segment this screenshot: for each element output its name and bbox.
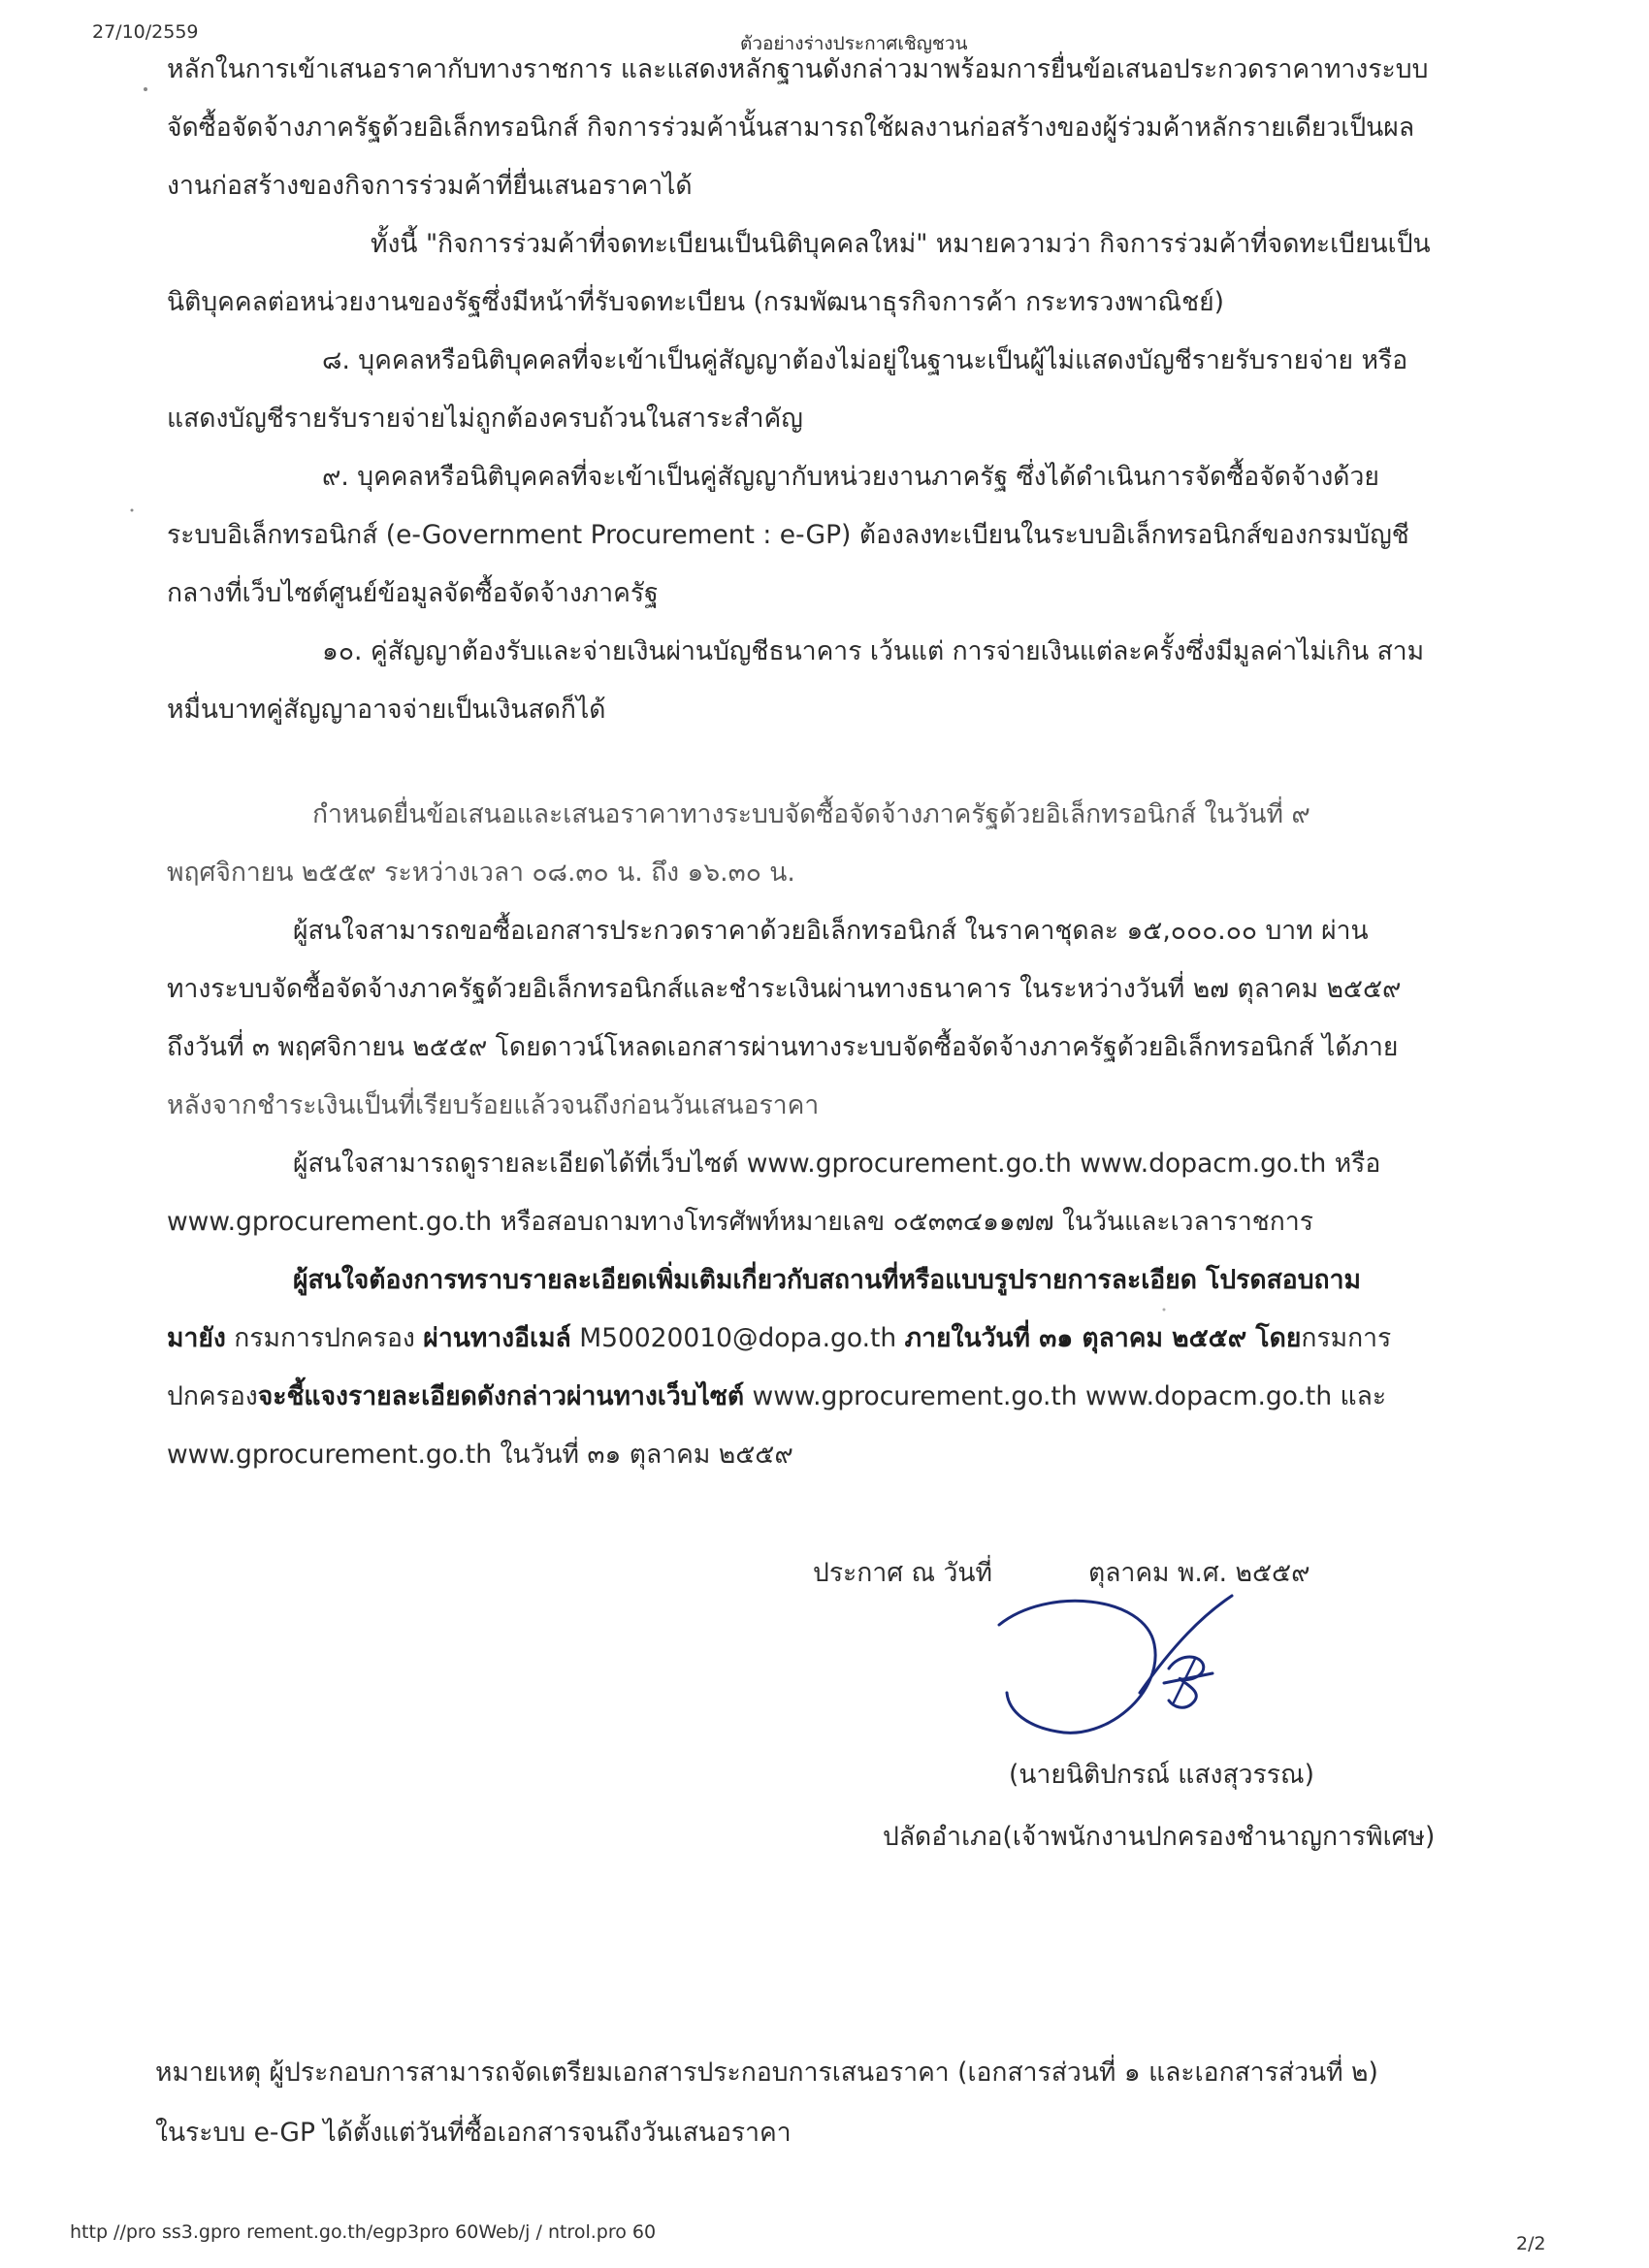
- schedule-line: หลังจากชำระเงินเป็นที่เรียบร้อยแล้วจนถึงก่อนวันเสนอราคา: [167, 1090, 820, 1120]
- body-line: งานก่อสร้างของกิจการร่วมค้าที่ยื่นเสนอราคาได้: [167, 171, 693, 201]
- clause-8: ๘. บุคคลหรือนิติบุคคลที่จะเข้าเป็นคู่สัญญาต้องไม่อยู่ในฐานะเป็นผู้ไม่แสดงบัญชีรายรับรายจ่าย หรือ: [322, 345, 1408, 375]
- page-number: 2/2: [1516, 2233, 1546, 2254]
- phone-info: www.gprocurement.go.th หรือสอบถามทางโทรศัพท์หมายเลข ๐๕๓๓๔๑๑๗๗ ในวันและเวลาราชการ: [167, 1207, 1313, 1237]
- print-url: http //pro ss3.gpro rement.go.th/egp3pro 60Web/j / ntrol.pro 60: [70, 2221, 657, 2243]
- page-title: ตัวอย่างร่างประกาศเชิญชวน: [740, 33, 968, 54]
- signatory-position: ปลัดอำเภอ(เจ้าพนักงานปกครองชำนาญการพิเศษ): [883, 1822, 1436, 1852]
- signatory-name: (นายนิติปกรณ์ แสงสุวรรณ): [1009, 1760, 1314, 1790]
- body-line: นิติบุคคลต่อหน่วยงานของรัฐซึ่งมีหน้าที่รับจดทะเบียน (กรมพัฒนาธุรกิจการค้า กระทรวงพาณิชย์): [167, 287, 1224, 317]
- body-line: หมื่นบาทคู่สัญญาอาจจ่ายเป็นเงินสดก็ได้: [167, 695, 606, 725]
- clarification-line: [167, 1368, 1467, 1426]
- body-line: แสดงบัญชีรายรับรายจ่ายไม่ถูกต้องครบถ้วนในสาระสำคัญ: [167, 404, 803, 434]
- remark: [155, 2043, 1494, 2163]
- print-date: 27/10/2559: [92, 21, 199, 43]
- body-line: ทั้งนี้ "กิจการร่วมค้าที่จดทะเบียนเป็นนิติบุคคลใหม่" หมายความว่า กิจการร่วมค้าที่จดทะเบียนเป็น: [371, 229, 1431, 259]
- schedule-line: ถึงวันที่ ๓ พฤศจิกายน ๒๕๕๙ โดยดาวน์โหลดเอกสารผ่านทางระบบจัดซื้อจัดจ้างภาครัฐด้วยอิเล็กทรอนิกส์ ได้ภาย: [167, 1032, 1399, 1062]
- inquiry-info: ผู้สนใจต้องการทราบรายละเอียดเพิ่มเติมเกี่ยวกับสถานที่หรือแบบรูปรายการละเอียด โปรดสอบถาม: [293, 1265, 1361, 1295]
- department-part: กรมการ: [1301, 1323, 1392, 1353]
- clarification-date: www.gprocurement.go.th ในวันที่ ๓๑ ตุลาคม ๒๕๕๙: [167, 1440, 793, 1470]
- schedule-line: พฤศจิกายน ๒๕๕๙ ระหว่างเวลา ๐๘.๓๐ น. ถึง ๑๖.๓๐ น.: [167, 858, 795, 888]
- body-line: กลางที่เว็บไซต์ศูนย์ข้อมูลจัดซื้อจัดจ้างภาครัฐ: [167, 578, 659, 608]
- remark-line: ในระบบ e-GP ได้ตั้งแต่วันที่ซื้อเอกสารจนถึงวันเสนอราคา: [155, 2118, 792, 2148]
- inquiry-to: มายัง: [167, 1323, 226, 1353]
- handwritten-signature: [970, 1586, 1290, 1751]
- department-part: ปกครอง: [167, 1381, 258, 1411]
- clarification-websites: www.gprocurement.go.th www.dopacm.go.th และ: [752, 1381, 1387, 1411]
- department: กรมการปกครอง: [234, 1323, 415, 1353]
- website-info: ผู้สนใจสามารถดูรายละเอียดได้ที่เว็บไซต์ www.gprocurement.go.th www.dopacm.go.th หรือ: [293, 1149, 1381, 1179]
- scan-speck: [144, 87, 147, 91]
- clarification-text: จะชี้แจงรายละเอียดดังกล่าวผ่านทางเว็บไซต์: [257, 1381, 745, 1411]
- schedule-text: [167, 786, 1467, 1484]
- announce-date: ตุลาคม พ.ศ. ๒๕๕๙: [1088, 1558, 1310, 1588]
- scan-speck: [131, 509, 134, 512]
- email-label: ผ่านทางอีเมล์: [423, 1323, 571, 1353]
- body-line: ระบบอิเล็กทรอนิกส์ (e-Government Procurement : e-GP) ต้องลงทะเบียนในระบบอิเล็กทรอนิกส์ของกรมบัญชี: [167, 520, 1409, 550]
- schedule-line: ทางระบบจัดซื้อจัดจ้างภาครัฐด้วยอิเล็กทรอนิกส์และชำระเงินผ่านทางธนาคาร ในระหว่างวันที่ ๒๗ ตุลาคม ๒๕๕๙: [167, 974, 1402, 1004]
- remark-line: หมายเหตุ ผู้ประกอบการสามารถจัดเตรียมเอกสารประกอบการเสนอราคา (เอกสารส่วนที่ ๑ และเอกสารส่วนที่ ๒): [155, 2057, 1378, 2088]
- announce-date-label: ประกาศ ณ วันที่: [813, 1558, 992, 1588]
- inquiry-contact-line: [167, 1310, 1467, 1368]
- email-address: M50020010@dopa.go.th: [579, 1323, 897, 1353]
- clause-9: ๙. บุคคลหรือนิติบุคคลที่จะเข้าเป็นคู่สัญญากับหน่วยงานภาครัฐ ซึ่งได้ดำเนินการจัดซื้อจัดจ้างด้วย: [322, 462, 1379, 492]
- body-line: จัดซื้อจัดจ้างภาครัฐด้วยอิเล็กทรอนิกส์ กิจการร่วมค้านั้นสามารถใช้ผลงานก่อสร้างของผู้ร่วมค้าหลักรายเดียวเป็นผล: [167, 113, 1415, 143]
- body-line: หลักในการเข้าเสนอราคากับทางราชการ และแสดงหลักฐานดังกล่าวมาพร้อมการยื่นข้อเสนอประกวดราคาทางระบบ: [167, 54, 1429, 84]
- body-text: [167, 41, 1467, 739]
- document-purchase-info: ผู้สนใจสามารถขอซื้อเอกสารประกวดราคาด้วยอิเล็กทรอนิกส์ ในราคาชุดละ ๑๕,๐๐๐.๐๐ บาท ผ่าน: [293, 916, 1369, 946]
- clause-10: ๑๐. คู่สัญญาต้องรับและจ่ายเงินผ่านบัญชีธนาคาร เว้นแต่ การจ่ายเงินแต่ละครั้งซึ่งมีมูลค่าไม่เกิน สาม: [322, 636, 1425, 666]
- submission-schedule: กำหนดยื่นข้อเสนอและเสนอราคาทางระบบจัดซื้อจัดจ้างภาครัฐด้วยอิเล็กทรอนิกส์ ในวันที่ ๙: [312, 799, 1310, 829]
- deadline: ภายในวันที่ ๓๑ ตุลาคม ๒๕๕๙ โดย: [904, 1323, 1302, 1353]
